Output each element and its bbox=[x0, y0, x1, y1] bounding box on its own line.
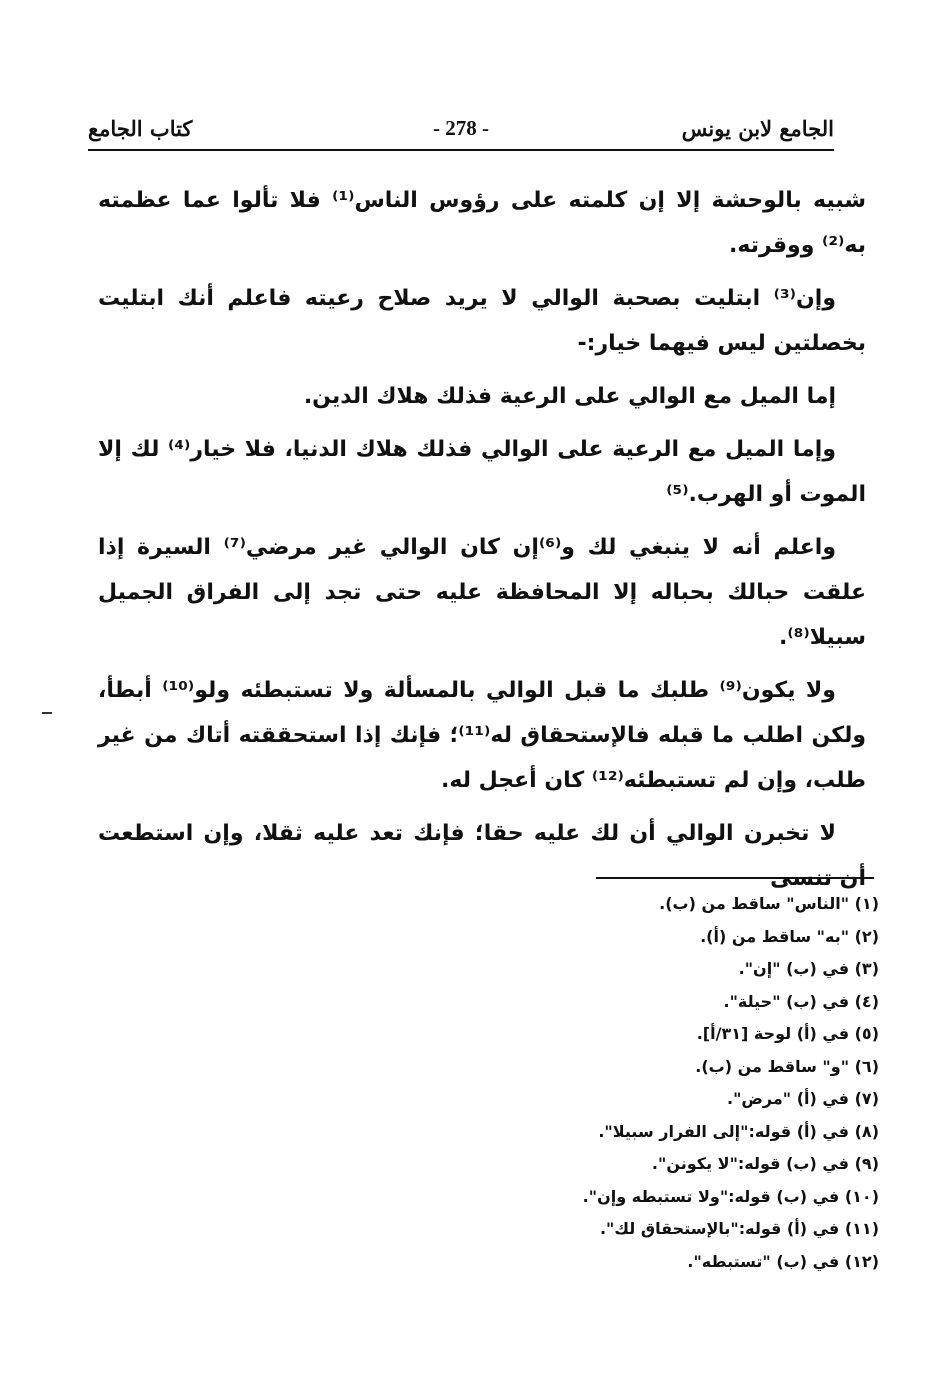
header-divider bbox=[88, 149, 834, 151]
book-title: الجامع لابن يونس bbox=[681, 116, 834, 141]
footnote: (٩) في (ب) قوله:"لا يكونن". bbox=[651, 1154, 879, 1173]
page-number: - 278 - bbox=[433, 116, 489, 140]
footnote: (١٠) في (ب) قوله:"ولا تستبطه وإن". bbox=[582, 1186, 879, 1206]
footnote: (٧) في (أ) "مرض". bbox=[726, 1089, 879, 1108]
margin-mark bbox=[42, 712, 52, 714]
paragraph: لا تخبرن الوالي أن لك عليه حقا؛ فإنك تعد عليه ثقلا، وإن استطعت أن تنسى bbox=[98, 821, 866, 891]
chapter-title: كتاب الجامع bbox=[88, 116, 193, 141]
paragraph: ولا يكون⁽⁹⁾ طلبك ما قبل الوالي بالمسألة ولا تستبطئه ولو⁽¹⁰⁾ أبطأ، ولكن اطلب ما قبله فالإستحقاق له⁽¹¹⁾؛ فإنك إذا استحققته أتاك من غير طلب، وإن لم تستبطئه⁽¹²⁾ كان أعجل له. bbox=[98, 678, 867, 793]
footnote: (٢) "به" ساقط من (أ). bbox=[700, 926, 879, 946]
paragraph: وإن⁽³⁾ ابتليت بصحبة الوالي لا يريد صلاح رعيته فاعلم أنك ابتليت بخصلتين ليس فيهما خيار:- bbox=[98, 286, 866, 356]
footnote: (١١) في (أ) قوله:"بالإستحقاق لك". bbox=[599, 1219, 879, 1238]
footnote: (٦) "و" ساقط من (ب). bbox=[695, 1056, 879, 1076]
footnote: (٣) في (ب) "إن". bbox=[738, 959, 879, 978]
footnote: (١٢) في (ب) "تستبطه". bbox=[687, 1251, 879, 1271]
footnotes bbox=[470, 888, 879, 1278]
footnote: (٤) في (ب) "حيلة". bbox=[723, 991, 879, 1011]
footnote: (٥) في (أ) لوحة [٣١/أ]. bbox=[696, 1024, 879, 1043]
paragraph: شبيه بالوحشة إلا إن كلمته على رؤوس الناس⁽¹⁾ فلا تألوا عما عظمته به⁽²⁾ ووقرته. bbox=[98, 188, 866, 258]
footnote-divider bbox=[596, 877, 874, 879]
paragraph: إما الميل مع الوالي على الرعية فذلك هلاك الدين. bbox=[303, 384, 836, 409]
paragraph: وإما الميل مع الرعية على الوالي فذلك هلاك الدنيا، فلا خيار⁽⁴⁾ لك إلا الموت أو الهرب.⁽⁵⁾ bbox=[98, 437, 866, 507]
main-text bbox=[98, 178, 866, 909]
footnote: (٨) في (أ) قوله:"إلى الفرار سبيلا". bbox=[598, 1121, 879, 1141]
paragraph: واعلم أنه لا ينبغي لك و⁽⁶⁾إن كان الوالي غير مرضي⁽⁷⁾ السيرة إذا علقت حبالك بحباله إلا المحافظة عليه حتى تجد إلى الفراق الجميل سبيلا⁽⁸⁾. bbox=[98, 535, 866, 650]
footnote: (١) "الناس" ساقط من (ب). bbox=[659, 894, 879, 913]
running-header bbox=[88, 112, 834, 148]
